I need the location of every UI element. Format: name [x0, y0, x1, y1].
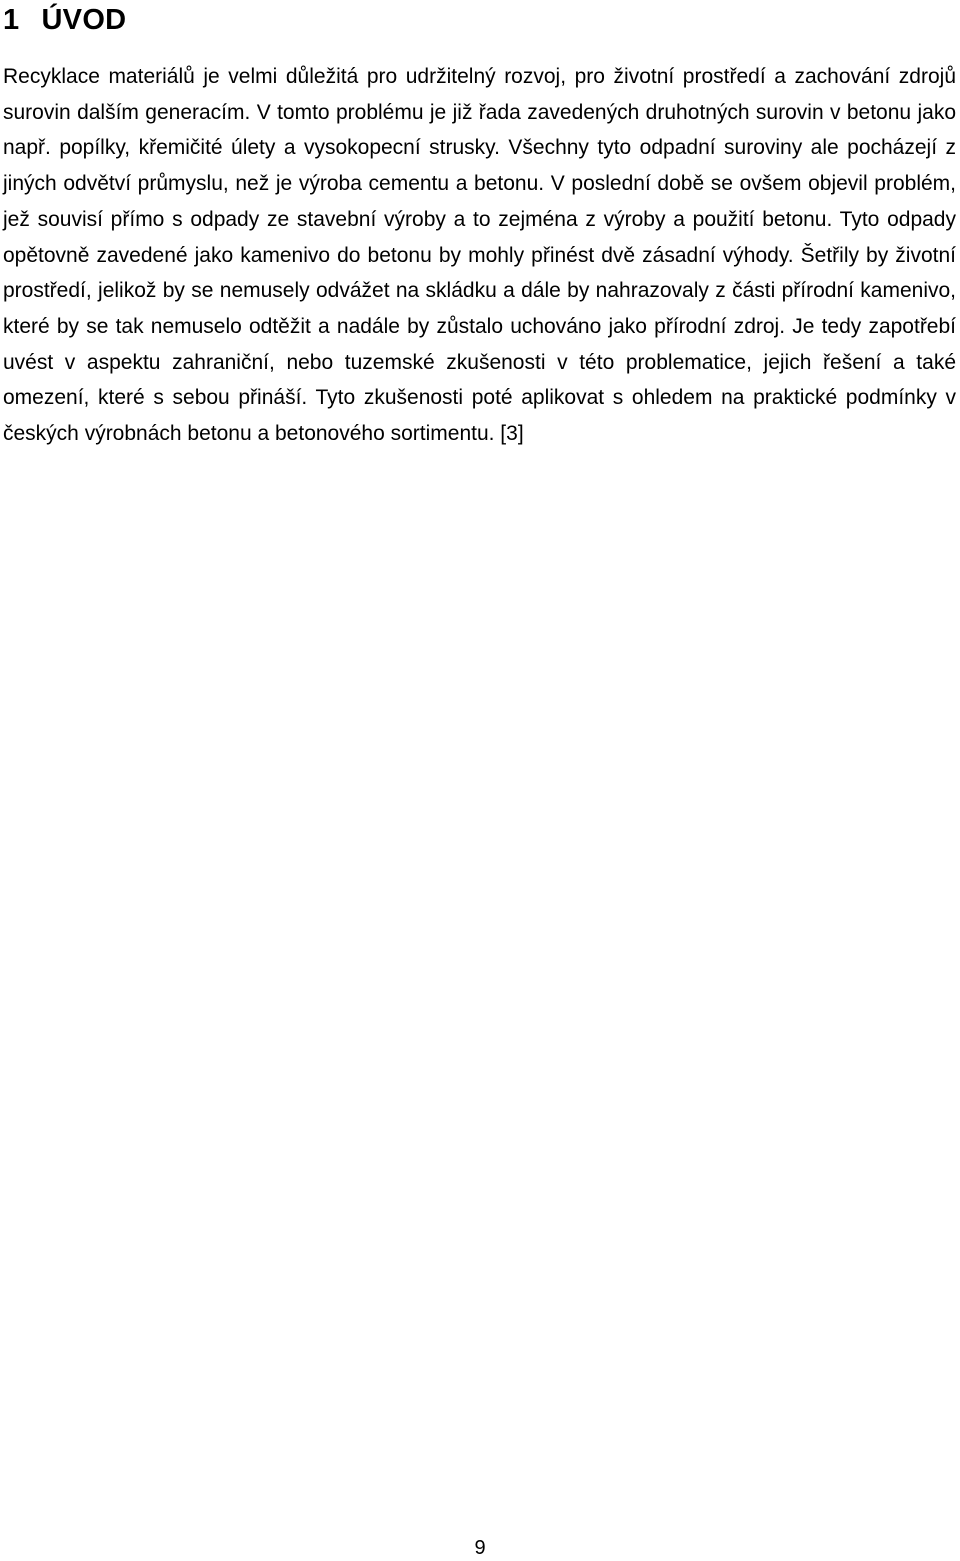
section-title: ÚVOD: [41, 4, 127, 36]
section-heading: [3, 2, 126, 38]
section-number: 1: [3, 4, 20, 36]
body-paragraph: Recyklace materiálů je velmi důležitá pro udržitelný rozvoj, pro životní prostředí a zachování zdrojů surovin dalším generacím. V tomto problému je již řada zavedených druhotných surovin v betonu jako např. popílky, křemičité úlety a vysokopecní strusky. Všechny tyto odpadní suroviny ale pocházejí z jiných odvětví průmyslu, než je výroba cementu a betonu. V poslední době se ovšem objevil problém, jež souvisí přímo s odpady ze stavební výroby a to zejména z výroby a použití betonu. Tyto odpady opětovně zavedené jako kamenivo do betonu by mohly přinést dvě zásadní výhody. Šetřily by životní prostředí, jelikož by se nemusely odvážet na skládku a dále by nahrazovaly z části přírodní kamenivo, které by se tak nemuselo odtěžit a nadále by zůstalo uchováno jako přírodní zdroj. Je tedy zapotřebí uvést v aspektu zahraniční, nebo tuzemské zkušenosti v této problematice, jejich řešení a také omezení, které s sebou přináší. Tyto zkušenosti poté aplikovat s ohledem na praktické podmínky v českých výrobnách betonu a betonového sortimentu. [3]: [3, 65, 956, 446]
page-number: 9: [474, 1537, 486, 1559]
